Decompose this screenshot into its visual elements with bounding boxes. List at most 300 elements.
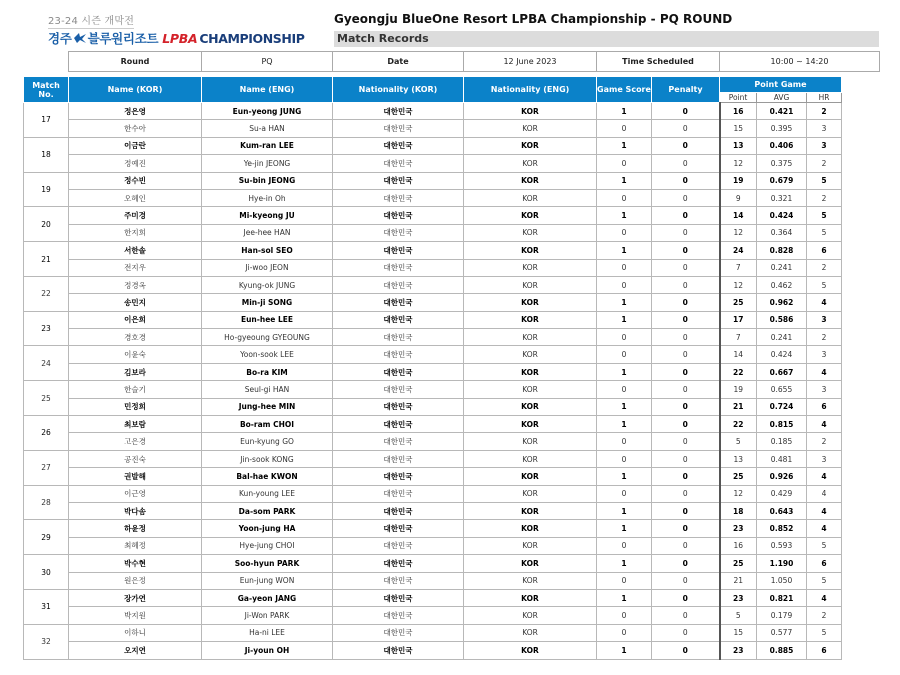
nationality-eng: KOR (464, 589, 597, 606)
header-name-eng: Name (ENG) (202, 77, 333, 103)
penalty: 0 (652, 468, 720, 485)
nationality-kor: 대한민국 (333, 555, 464, 572)
table-row (24, 346, 842, 363)
player-name-kor: 이금란 (69, 137, 202, 154)
player-name-eng: Su-bin JEONG (202, 172, 333, 189)
penalty: 0 (652, 502, 720, 519)
date-value: 12 June 2023 (464, 52, 597, 72)
point: 17 (720, 311, 757, 328)
penalty: 0 (652, 381, 720, 398)
table-row (24, 120, 842, 137)
nationality-kor: 대한민국 (333, 155, 464, 172)
avg: 0.962 (757, 294, 807, 311)
table-row (24, 363, 842, 380)
penalty: 0 (652, 346, 720, 363)
player-name-kor: 이하니 (69, 624, 202, 641)
player-name-eng: Kun-young LEE (202, 485, 333, 502)
avg: 0.185 (757, 433, 807, 450)
penalty: 0 (652, 120, 720, 137)
avg: 0.821 (757, 589, 807, 606)
point: 7 (720, 329, 757, 346)
game-score: 1 (597, 555, 652, 572)
hr: 4 (807, 294, 842, 311)
table-row (24, 242, 842, 259)
penalty: 0 (652, 572, 720, 589)
player-name-kor: 박지원 (69, 607, 202, 624)
hr: 6 (807, 242, 842, 259)
table-row (24, 172, 842, 189)
table-row (24, 294, 842, 311)
nationality-eng: KOR (464, 502, 597, 519)
player-name-eng: Kyung-ok JUNG (202, 276, 333, 293)
point: 22 (720, 416, 757, 433)
point: 16 (720, 537, 757, 554)
player-name-kor: 민정희 (69, 398, 202, 415)
penalty: 0 (652, 624, 720, 641)
avg: 0.406 (757, 137, 807, 154)
point: 5 (720, 433, 757, 450)
game-score: 0 (597, 224, 652, 241)
avg: 0.421 (757, 103, 807, 120)
hr: 2 (807, 607, 842, 624)
game-score: 0 (597, 155, 652, 172)
nationality-kor: 대한민국 (333, 189, 464, 206)
player-name-eng: Da-som PARK (202, 502, 333, 519)
player-name-eng: Soo-hyun PARK (202, 555, 333, 572)
avg: 0.679 (757, 172, 807, 189)
point: 12 (720, 276, 757, 293)
match-number: 19 (24, 172, 69, 207)
table-row (24, 502, 842, 519)
hr: 2 (807, 189, 842, 206)
nationality-kor: 대한민국 (333, 294, 464, 311)
penalty: 0 (652, 224, 720, 241)
document-title: Gyeongju BlueOne Resort LPBA Championship - PQ ROUND (334, 12, 733, 26)
sponsor-kr-1: 경주 (48, 31, 72, 46)
table-row (24, 572, 842, 589)
avg: 0.429 (757, 485, 807, 502)
player-name-kor: 박수현 (69, 555, 202, 572)
point: 15 (720, 120, 757, 137)
nationality-kor: 대한민국 (333, 607, 464, 624)
penalty: 0 (652, 398, 720, 415)
penalty: 0 (652, 137, 720, 154)
point: 21 (720, 572, 757, 589)
nationality-kor: 대한민국 (333, 381, 464, 398)
nationality-kor: 대한민국 (333, 207, 464, 224)
match-number: 18 (24, 137, 69, 172)
nationality-kor: 대한민국 (333, 120, 464, 137)
hr: 5 (807, 624, 842, 641)
avg: 0.179 (757, 607, 807, 624)
point: 14 (720, 346, 757, 363)
nationality-kor: 대한민국 (333, 468, 464, 485)
avg: 1.050 (757, 572, 807, 589)
player-name-kor: 권발해 (69, 468, 202, 485)
match-records-table (23, 76, 842, 660)
player-name-eng: Eun-kyung GO (202, 433, 333, 450)
hr: 4 (807, 589, 842, 606)
point: 23 (720, 589, 757, 606)
nationality-eng: KOR (464, 189, 597, 206)
game-score: 1 (597, 137, 652, 154)
avg: 0.926 (757, 468, 807, 485)
player-name-eng: Ji-Won PARK (202, 607, 333, 624)
player-name-eng: Bo-ram CHOI (202, 416, 333, 433)
avg: 0.643 (757, 502, 807, 519)
avg: 0.321 (757, 189, 807, 206)
point: 9 (720, 189, 757, 206)
match-number: 27 (24, 450, 69, 485)
hr: 6 (807, 642, 842, 659)
nationality-eng: KOR (464, 520, 597, 537)
game-score: 1 (597, 520, 652, 537)
header-match-no: Match No. (24, 77, 69, 103)
nationality-kor: 대한민국 (333, 398, 464, 415)
player-name-kor: 오지연 (69, 642, 202, 659)
player-name-eng: Su-a HAN (202, 120, 333, 137)
table-row (24, 416, 842, 433)
player-name-kor: 최보람 (69, 416, 202, 433)
avg: 0.481 (757, 450, 807, 467)
game-score: 1 (597, 172, 652, 189)
player-name-eng: Seul-gi HAN (202, 381, 333, 398)
game-score: 0 (597, 450, 652, 467)
player-name-kor: 송민지 (69, 294, 202, 311)
nationality-eng: KOR (464, 155, 597, 172)
point: 24 (720, 242, 757, 259)
nationality-kor: 대한민국 (333, 346, 464, 363)
player-name-eng: Jin-sook KONG (202, 450, 333, 467)
match-number: 31 (24, 589, 69, 624)
round-label: Round (69, 52, 202, 72)
nationality-eng: KOR (464, 311, 597, 328)
hr: 3 (807, 450, 842, 467)
game-score: 0 (597, 607, 652, 624)
nationality-eng: KOR (464, 103, 597, 120)
point: 19 (720, 172, 757, 189)
game-score: 0 (597, 120, 652, 137)
player-name-kor: 정수빈 (69, 172, 202, 189)
table-row (24, 607, 842, 624)
point: 5 (720, 607, 757, 624)
penalty: 0 (652, 520, 720, 537)
header-avg: AVG (757, 93, 807, 103)
hr: 4 (807, 520, 842, 537)
point: 25 (720, 294, 757, 311)
player-name-kor: 한지희 (69, 224, 202, 241)
point: 14 (720, 207, 757, 224)
point: 23 (720, 642, 757, 659)
player-name-eng: Mi-kyeong JU (202, 207, 333, 224)
nationality-eng: KOR (464, 607, 597, 624)
player-name-eng: Ho-gyeoung GYEOUNG (202, 329, 333, 346)
hr: 2 (807, 259, 842, 276)
hr: 3 (807, 120, 842, 137)
nationality-kor: 대한민국 (333, 624, 464, 641)
player-name-eng: Eun-jung WON (202, 572, 333, 589)
hr: 3 (807, 381, 842, 398)
game-score: 0 (597, 346, 652, 363)
nationality-kor: 대한민국 (333, 537, 464, 554)
nationality-eng: KOR (464, 433, 597, 450)
table-row (24, 329, 842, 346)
hr: 4 (807, 363, 842, 380)
table-row (24, 433, 842, 450)
avg: 0.815 (757, 416, 807, 433)
avg: 0.828 (757, 242, 807, 259)
nationality-eng: KOR (464, 172, 597, 189)
table-row (24, 259, 842, 276)
hr: 5 (807, 537, 842, 554)
hr: 5 (807, 207, 842, 224)
nationality-eng: KOR (464, 276, 597, 293)
player-name-kor: 주미경 (69, 207, 202, 224)
game-score: 1 (597, 398, 652, 415)
penalty: 0 (652, 589, 720, 606)
game-score: 0 (597, 624, 652, 641)
player-name-kor: 오혜인 (69, 189, 202, 206)
avg: 0.593 (757, 537, 807, 554)
player-name-eng: Ye-jin JEONG (202, 155, 333, 172)
player-name-kor: 장가연 (69, 589, 202, 606)
match-number: 21 (24, 242, 69, 277)
player-name-eng: Hye-in Oh (202, 189, 333, 206)
header-name-kor: Name (KOR) (69, 77, 202, 103)
penalty: 0 (652, 294, 720, 311)
penalty: 0 (652, 103, 720, 120)
penalty: 0 (652, 642, 720, 659)
nationality-eng: KOR (464, 294, 597, 311)
hr: 6 (807, 555, 842, 572)
game-score: 1 (597, 589, 652, 606)
player-name-kor: 이윤숙 (69, 346, 202, 363)
hr: 4 (807, 485, 842, 502)
table-row (24, 207, 842, 224)
table-row (24, 224, 842, 241)
avg: 0.424 (757, 207, 807, 224)
point: 12 (720, 155, 757, 172)
point: 16 (720, 103, 757, 120)
table-row (24, 555, 842, 572)
player-name-eng: Yoon-sook LEE (202, 346, 333, 363)
player-name-kor: 원은정 (69, 572, 202, 589)
nationality-eng: KOR (464, 207, 597, 224)
table-row (24, 642, 842, 659)
penalty: 0 (652, 242, 720, 259)
player-name-kor: 한수아 (69, 120, 202, 137)
nationality-kor: 대한민국 (333, 172, 464, 189)
player-name-eng: Eun-hee LEE (202, 311, 333, 328)
table-row (24, 450, 842, 467)
match-number: 20 (24, 207, 69, 242)
player-name-kor: 하윤정 (69, 520, 202, 537)
avg: 0.655 (757, 381, 807, 398)
document-subtitle: Match Records (334, 31, 879, 47)
player-name-eng: Eun-yeong JUNG (202, 103, 333, 120)
nationality-kor: 대한민국 (333, 224, 464, 241)
header-game-score: Game Score (597, 77, 652, 103)
penalty: 0 (652, 363, 720, 380)
player-name-kor: 서한솔 (69, 242, 202, 259)
nationality-kor: 대한민국 (333, 259, 464, 276)
avg: 0.852 (757, 520, 807, 537)
game-score: 0 (597, 276, 652, 293)
nationality-kor: 대한민국 (333, 311, 464, 328)
avg: 0.667 (757, 363, 807, 380)
game-score: 0 (597, 329, 652, 346)
player-name-eng: Han-sol SEO (202, 242, 333, 259)
penalty: 0 (652, 537, 720, 554)
point: 7 (720, 259, 757, 276)
point: 13 (720, 137, 757, 154)
player-name-kor: 한슬기 (69, 381, 202, 398)
table-row (24, 537, 842, 554)
table-row (24, 589, 842, 606)
player-name-kor: 박다솜 (69, 502, 202, 519)
player-name-eng: Min-ji SONG (202, 294, 333, 311)
nationality-kor: 대한민국 (333, 103, 464, 120)
point: 21 (720, 398, 757, 415)
penalty: 0 (652, 276, 720, 293)
time-label: Time Scheduled (597, 52, 720, 72)
player-name-kor: 공진숙 (69, 450, 202, 467)
nationality-eng: KOR (464, 259, 597, 276)
nationality-eng: KOR (464, 137, 597, 154)
table-row (24, 189, 842, 206)
table-row (24, 520, 842, 537)
hr: 2 (807, 155, 842, 172)
game-score: 1 (597, 103, 652, 120)
avg: 0.724 (757, 398, 807, 415)
nationality-kor: 대한민국 (333, 329, 464, 346)
match-number: 29 (24, 520, 69, 555)
hr: 5 (807, 276, 842, 293)
player-name-kor: 김보라 (69, 363, 202, 380)
header-penalty: Penalty (652, 77, 720, 103)
hr: 4 (807, 416, 842, 433)
penalty: 0 (652, 433, 720, 450)
table-row (24, 155, 842, 172)
game-score: 0 (597, 572, 652, 589)
avg: 0.424 (757, 346, 807, 363)
avg: 0.241 (757, 259, 807, 276)
nationality-eng: KOR (464, 468, 597, 485)
point: 19 (720, 381, 757, 398)
game-score: 1 (597, 416, 652, 433)
player-name-eng: Ji-youn OH (202, 642, 333, 659)
hr: 5 (807, 224, 842, 241)
point: 25 (720, 468, 757, 485)
game-score: 0 (597, 259, 652, 276)
avg: 0.395 (757, 120, 807, 137)
event-logo (48, 29, 304, 47)
avg: 0.462 (757, 276, 807, 293)
nationality-eng: KOR (464, 537, 597, 554)
player-name-kor: 고은경 (69, 433, 202, 450)
hr: 3 (807, 311, 842, 328)
table-row (24, 276, 842, 293)
hr: 3 (807, 137, 842, 154)
player-name-kor: 정예진 (69, 155, 202, 172)
header-nationality-kor: Nationality (KOR) (333, 77, 464, 103)
nationality-kor: 대한민국 (333, 589, 464, 606)
table-row (24, 624, 842, 641)
hr: 4 (807, 502, 842, 519)
round-value: PQ (202, 52, 333, 72)
penalty: 0 (652, 555, 720, 572)
avg: 0.577 (757, 624, 807, 641)
penalty: 0 (652, 329, 720, 346)
point: 15 (720, 624, 757, 641)
nationality-eng: KOR (464, 555, 597, 572)
nationality-eng: KOR (464, 450, 597, 467)
player-name-kor: 이근영 (69, 485, 202, 502)
player-name-eng: Jee-hee HAN (202, 224, 333, 241)
player-name-kor: 전지우 (69, 259, 202, 276)
nationality-eng: KOR (464, 363, 597, 380)
point: 12 (720, 485, 757, 502)
match-number: 30 (24, 555, 69, 590)
penalty: 0 (652, 416, 720, 433)
nationality-eng: KOR (464, 572, 597, 589)
hr: 6 (807, 398, 842, 415)
hr: 2 (807, 329, 842, 346)
match-number: 17 (24, 103, 69, 138)
avg: 0.241 (757, 329, 807, 346)
nationality-kor: 대한민국 (333, 363, 464, 380)
table-row (24, 398, 842, 415)
nationality-kor: 대한민국 (333, 572, 464, 589)
match-number: 24 (24, 346, 69, 381)
avg: 0.375 (757, 155, 807, 172)
nationality-eng: KOR (464, 224, 597, 241)
game-score: 1 (597, 363, 652, 380)
game-score: 1 (597, 311, 652, 328)
nationality-kor: 대한민국 (333, 276, 464, 293)
player-name-eng: Jung-hee MIN (202, 398, 333, 415)
nationality-kor: 대한민국 (333, 137, 464, 154)
header-point: Point (720, 93, 757, 103)
game-score: 0 (597, 189, 652, 206)
avg: 0.586 (757, 311, 807, 328)
nationality-eng: KOR (464, 346, 597, 363)
match-number: 25 (24, 381, 69, 416)
avg: 0.885 (757, 642, 807, 659)
nationality-eng: KOR (464, 485, 597, 502)
hr: 2 (807, 103, 842, 120)
hr: 5 (807, 172, 842, 189)
table-row (24, 311, 842, 328)
player-name-eng: Bo-ra KIM (202, 363, 333, 380)
player-name-eng: Hye-jung CHOI (202, 537, 333, 554)
game-score: 1 (597, 294, 652, 311)
avg: 0.364 (757, 224, 807, 241)
nationality-eng: KOR (464, 381, 597, 398)
player-name-kor: 정은영 (69, 103, 202, 120)
game-score: 0 (597, 485, 652, 502)
penalty: 0 (652, 607, 720, 624)
date-label: Date (333, 52, 464, 72)
penalty: 0 (652, 259, 720, 276)
table-row (24, 137, 842, 154)
game-score: 0 (597, 537, 652, 554)
player-name-kor: 정경옥 (69, 276, 202, 293)
game-score: 1 (597, 502, 652, 519)
nationality-eng: KOR (464, 242, 597, 259)
nationality-eng: KOR (464, 329, 597, 346)
player-name-eng: Yoon-jung HA (202, 520, 333, 537)
